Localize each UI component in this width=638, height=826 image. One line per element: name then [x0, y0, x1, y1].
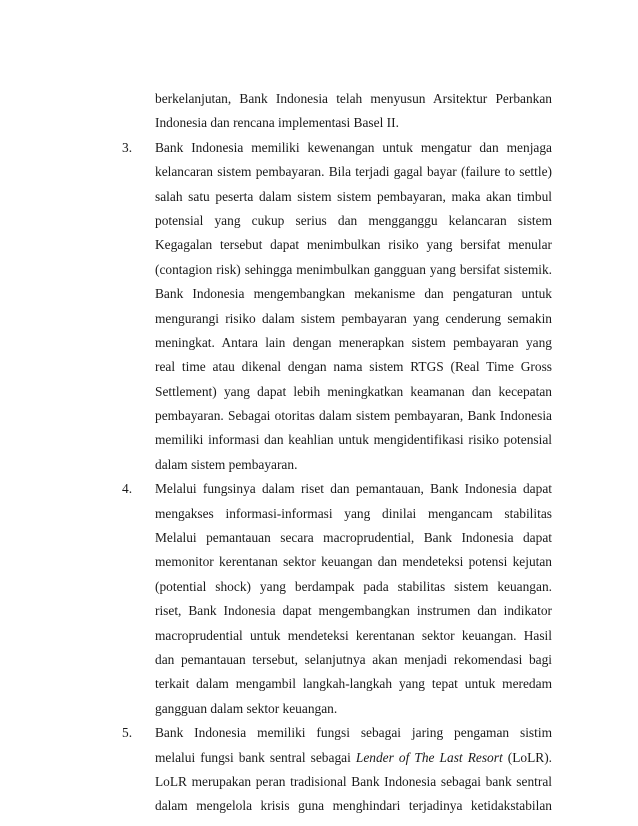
list-item-continuation — [122, 87, 552, 136]
text-line: Indonesia dan rencana implementasi Basel II. — [155, 115, 399, 131]
text-line: Bank Indonesia mengembangkan mekanisme dan pengaturan untuk — [155, 286, 552, 302]
text-line: potensial yang cukup serius dan mengganggu kelancaran sistem — [155, 212, 552, 228]
text-line: Settlement) yang dapat lebih meningkatkan keamanan dan kecepatan — [155, 383, 552, 399]
list-item-number: 3. — [122, 139, 133, 155]
text-line: real time atau dikenal dengan nama sistem RTGS (Real Time Gross — [155, 359, 552, 375]
list-item-5 — [122, 721, 552, 819]
text-line: Kegagalan tersebut dapat menimbulkan risiko yang bersifat menular — [155, 237, 552, 253]
text-line: memonitor kerentanan sektor keuangan dan mendeteksi potensi kejutan — [155, 554, 552, 570]
text-line: salah satu peserta dalam sistem sistem pembayaran, maka akan timbul — [155, 188, 552, 204]
list-item-4 — [122, 477, 552, 721]
text-line: gangguan dalam sektor keuangan. — [155, 700, 338, 716]
list-item-3 — [122, 136, 552, 477]
text-line: meningkat. Antara lain dengan menerapkan sistem pembayaran yang — [155, 334, 552, 350]
text-line: (potential shock) yang berdampak pada stabilitas sistem keuangan. — [155, 578, 552, 594]
text-line: Melalui fungsinya dalam riset dan pemantauan, Bank Indonesia dapat — [155, 481, 552, 497]
text-line: dan pemantauan tersebut, selanjutnya akan menjadi rekomendasi bagi — [155, 651, 552, 667]
text-line: Bank Indonesia memiliki kewenangan untuk mengatur dan menjaga — [155, 139, 552, 155]
text-line: berkelanjutan, Bank Indonesia telah menyusun Arsitektur Perbankan — [155, 91, 552, 106]
text-line: dalam sistem pembayaran. — [155, 456, 298, 472]
text-line: kelancaran sistem pembayaran. Bila terjadi gagal bayar (failure to settle) — [155, 164, 552, 180]
text-line: terkait dalam mengambil langkah-langkah yang tepat untuk meredam — [155, 676, 552, 692]
text-line: riset, Bank Indonesia dapat mengembangkan instrumen dan indikator — [155, 603, 552, 619]
text-line: pembayaran. Sebagai otoritas dalam sistem pembayaran, Bank Indonesia — [155, 408, 552, 424]
text-line: (contagion risk) sehingga menimbulkan gangguan yang bersifat sistemik. — [155, 261, 552, 277]
text-line: dalam mengelola krisis guna menghindari terjadinya ketidakstabilan — [155, 798, 552, 814]
text-line: mengakses informasi-informasi yang dinilai mengancam stabilitas — [155, 505, 552, 521]
text-line: LoLR merupakan peran tradisional Bank Indonesia sebagai bank sentral — [155, 773, 552, 789]
list-item-number: 5. — [122, 725, 133, 741]
document-body — [122, 87, 552, 819]
text-line: Bank Indonesia memiliki fungsi sebagai jaring pengaman sistim — [155, 725, 552, 741]
text-line: Melalui pemantauan secara macroprudential, Bank Indonesia dapat — [155, 530, 552, 546]
text-line: macroprudential untuk mendeteksi kerentanan sektor keuangan. Hasil — [155, 627, 552, 643]
text-line: memiliki informasi dan keahlian untuk mengidentifikasi risiko potensial — [155, 432, 552, 448]
text-line: melalui fungsi bank sentral sebagai Lender of The Last Resort (LoLR). — [155, 749, 552, 765]
italic-term: Lender of The Last Resort — [355, 749, 503, 765]
list-item-number: 4. — [122, 481, 133, 497]
text-line: mengurangi risiko dalam sistem pembayaran yang cenderung semakin — [155, 310, 552, 326]
